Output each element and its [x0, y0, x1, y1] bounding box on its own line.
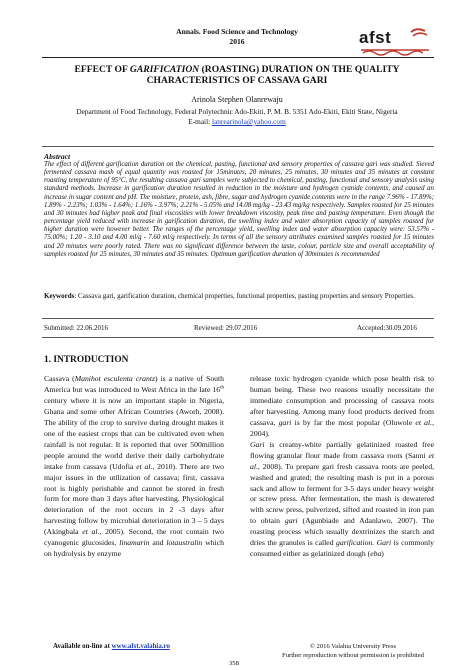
date-reviewed: Reviewed: 29.07.2016: [194, 324, 258, 332]
email-label: E-mail:: [188, 117, 212, 126]
afst-logo: [359, 26, 431, 56]
author-email: [0, 117, 474, 126]
author-name: Arinola Stephen Olanrewaju: [191, 95, 283, 104]
footer-online-label: Available on-line at: [53, 643, 112, 650]
section-heading: 1. INTRODUCTION: [44, 355, 129, 365]
journal-name: Annals. Food Science and Technology: [176, 27, 298, 36]
title-italic-term: GARIFICATION: [129, 64, 200, 75]
footer-url-link[interactable]: www.afst.valahia.ro: [111, 643, 170, 650]
journal-year: 2016: [229, 37, 245, 46]
date-submitted: Submitted: 22.06.2016: [44, 324, 108, 332]
rights-line: Further reproduction without permission is prohibited: [282, 651, 424, 659]
date-accepted: Accepted:30.09.2016: [357, 324, 417, 332]
intro-paragraph-1: Cassava (Manihot esculenta crantz) is a native of South America but was introduced to West Africa in the late 16th century where it is now an important staple in Nigeria, Ghana and some other African Countries (Aworh, 2008). The ability of the crop to survive during drought makes it one of the easiest crops that can be cultivated even when rainfall is not regular. It is reported that over 500million people around the world derive their daily carbohydrate intake from cassava (Udofia et al., 2010). There are two major issues in the utilization of cassava; first, cassava root is highly perishable and cannot be stored in fresh form for more than 3 days after harvesting. Physiological deterioration of the root occurs in 2 -3 days after harvesting follow by microbial deterioration in 3 – 5 days (Akingbala et al., 2005). Second, the root contain two cyanogenic glucosides, linamarin and lotaustralin which on hydrolysis by enzyme: [44, 374, 225, 559]
body-column-right: [250, 374, 434, 560]
title-line-1: EFFECT OF GARIFICATION (ROASTING) DURATION ON THE QUALITY: [74, 64, 400, 75]
header-rule: [42, 57, 434, 58]
article-title: [40, 64, 434, 86]
keywords: [44, 292, 434, 301]
abstract-heading: Abstract: [44, 152, 71, 161]
page-number: 358: [229, 660, 239, 667]
abstract-text: The effect of different garification duration on the chemical, pasting, functional and sensory properties of cassava gari was studied. Sieved fermented cassava mash of equal quantity was roasted for 15minutes, 20 minutes, 25 minutes, 30 minutes and 35 minutes at constant roasting temperature of 95°C, the resulting cassava gari samples were subjected to chemical, pasting, functional and sensory analysis using standard methods. Increase in garification duration resulted in reduction in the moisture and hydrogen cyanide contents, and caused an increase in sugar content and pH. The moisture, protein, ash, fibre, sugar and hydrogen cyanide contents were in the range 7.96% - 17.89%; 1.89% - 2.23%; 1.03% - 1.64%; 1.16% - 3.97%; 2.21% - 5.05% and 14.08 mg/kg - 23.43 mg/kg respectively. Samples roasted for 25 minutes and 30 minutes had higher peak and final viscosities with lower breakdown viscosity, peak time and pasting temperature. Even though the percentage yield reduced with increase in garification duration, the swelling index and water absorption capacity of samples roasted for higher duration were however better. The ranges of the percentage yield, swelling index and water absorption capacity were: 53.57% - 75.00%; 1.20 - 3.10 and 4.00 ml/g - 7.60 ml/g respectively. In terms of all the sensory attributes examined samples roasted for 15 minutes and 20 minutes were poorly rated. There was no significant difference between the taste, colour, particle size and overall acceptability of samples roasted for 25 minutes, 30 minutes and 35 minutes. Optimum garification duration of 30minutes is recommended: [44, 161, 434, 258]
intro-paragraph-2: release toxic hydrogen cyanide which pose health risk to human being. These two reasons usually necessitate the immediate consumption and processing of cassava roots after harvesting. Among many food products derived from cassava, gari is by far the most popular (Oluwole et al., 2004).: [250, 374, 434, 438]
abstract-rule: [42, 146, 434, 147]
footer-copyright: [258, 643, 448, 660]
dates-rule-top: [42, 318, 434, 319]
email-link[interactable]: lanrearinola@yahoo.com: [211, 117, 286, 126]
intro-paragraph-3: Gari is creamy-white partially gelatinized roasted free flowing granular flour made from cassava roots (Sanni et al., 2008). To prepare gari fresh cassava roots are peeled, washed and grated; the resulting mash is put in a porous sack and allow to ferment for 3-5 days under heavy weight or screw press. After fermentation, the mash is dewatered with screw press, pulverized, sifted and roasted in iron pan to obtain gari (Agunbiade and Adanlawo, 2007). The roasting process which usually dextrinizes the starch and dries the granules is called garification. Gari is commonly consumed either as gelatinized dough (eba): [250, 439, 435, 559]
keywords-label: Keywords: [44, 292, 75, 300]
logo-text: afst: [359, 28, 392, 47]
title-line-2: CHARACTERISTICS OF CASSAVA GARI: [146, 75, 328, 86]
dates-rule-bottom: [42, 337, 434, 338]
body-column-left: [44, 374, 224, 560]
footer-online: [53, 642, 170, 651]
logo-wave-icon: [359, 26, 431, 56]
keywords-text: : Cassava gari, garification duration, chemical properties, functional properties, pasting properties and sensory Properties.: [74, 292, 415, 300]
copyright-line: © 2016 Valahia University Press: [309, 643, 397, 650]
author-affiliation: Department of Food Technology, Federal Polytechnic Ado-Ekiti, P. M. B. 5351 Ado-Ekiti, Ekiti State, Nigeria: [76, 107, 398, 116]
